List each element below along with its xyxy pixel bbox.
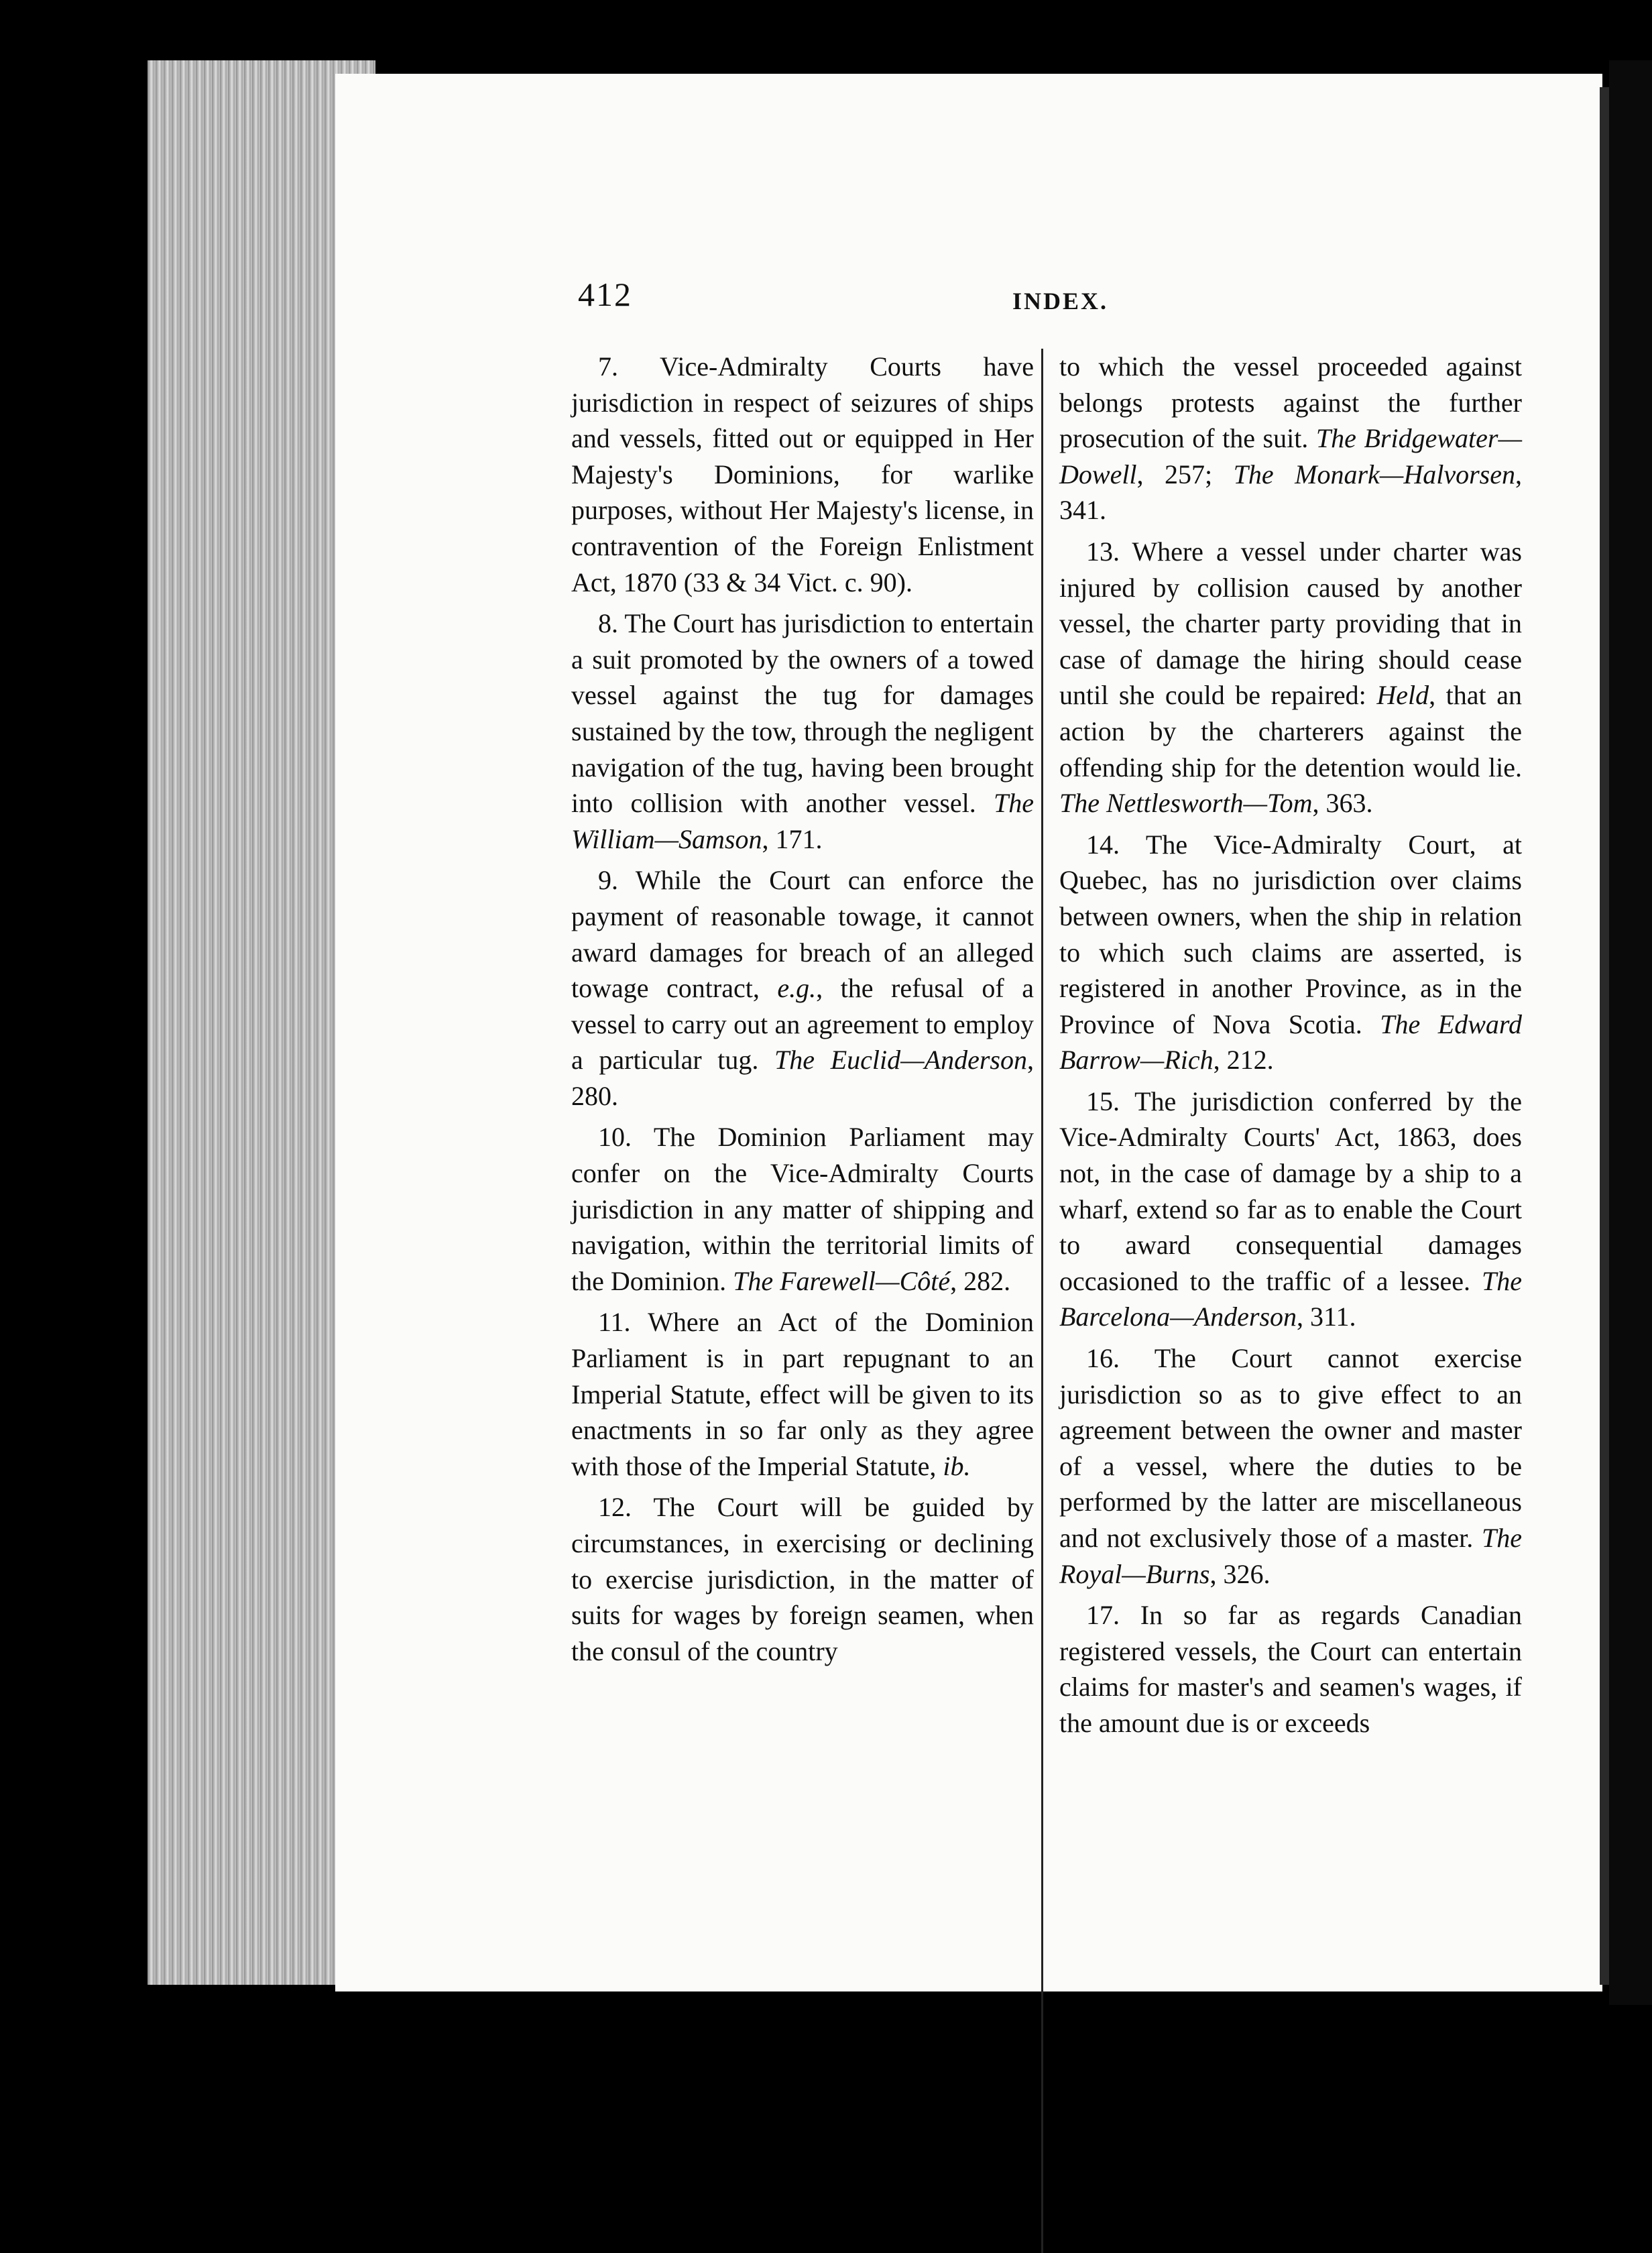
entry-text: 16. The Court cannot exercise jurisdiction so as to give effect to an agreement between the owner and master of a vessel, where the duties to be performed by the latter are miscellaneous and not exclusively those of a master. <box>1059 1343 1522 1553</box>
case-citation: The Edward Barrow—Rich <box>1059 1008 1522 1076</box>
entry-text: , 311. <box>1297 1302 1356 1332</box>
entry-text: 7. Vice-Admiralty Courts have jurisdiction in respect of seizures of ships and vessels, fitted out or equipped in Her Majesty's Dominions, for warlike purposes, without Her Majesty's license, in contravention of the Foreign Enlistment Act, 1870 (33 & 34 Vict. c. 90). <box>571 351 1034 597</box>
case-citation: The Royal—Burns <box>1059 1523 1522 1589</box>
scan-border <box>1609 60 1652 2005</box>
index-entry <box>571 862 1034 1114</box>
page-binding-edge <box>1600 87 1609 1985</box>
index-entry <box>1059 1340 1522 1592</box>
case-citation: Held <box>1376 680 1429 711</box>
entry-text: , 326. <box>1210 1558 1271 1589</box>
index-entry <box>571 1304 1034 1484</box>
entry-text: 17. In so far as regards Canadian registered vessels, the Court can entertain claims for master's and seamen's wages, if the amount due is or exceeds <box>1059 1600 1522 1738</box>
entry-text: , 363. <box>1312 788 1373 819</box>
left-column <box>571 349 1034 1674</box>
case-citation: ib. <box>943 1450 971 1481</box>
entry-text: , 171. <box>762 823 823 854</box>
entry-text: 15. The jurisdiction conferred by the Vice-Admiralty Courts' Act, 1863, does not, in the case of damage by a ship to a wharf, extend so far as to enable the Court to award consequential damages occasioned to the traffic of a lessee. <box>1059 1086 1522 1296</box>
page-number: 412 <box>578 276 632 313</box>
running-title: INDEX. <box>1012 288 1109 314</box>
entry-text: , 341. <box>1059 459 1522 526</box>
entry-text: to which the vessel proceeded against belongs protests against the further prosecution of the suit. <box>1059 351 1522 454</box>
entry-text: , 280. <box>571 1045 1034 1111</box>
case-citation: The Monark—Halvorsen <box>1233 459 1515 489</box>
case-citation: The William—Samson <box>571 788 1034 854</box>
entry-text: , 212. <box>1213 1045 1274 1076</box>
entry-text: 10. The Dominion Parliament may confer on the Vice-Admiralty Courts jurisdiction in any matter of shipping and navigation, within the territorial limits of the Dominion. <box>571 1122 1034 1296</box>
case-citation: The Bridgewater—Dowell <box>1059 423 1523 489</box>
entry-text: 12. The Court will be guided by circumstances, in exercising or declining to exercise jurisdiction, in the matter of suits for wages by foreign seamen, when the consul of the country <box>571 1492 1034 1666</box>
entry-text: , 282. <box>950 1265 1011 1296</box>
entry-text: 11. Where an Act of the Dominion Parliament is in part repugnant to an Imperial Statute, effect will be given to its enactments in so far only as they agree with those of the Imperial Statute, <box>571 1307 1034 1481</box>
index-entry <box>1059 349 1522 528</box>
entry-text: 14. The Vice-Admiralty Court, at Quebec, has no jurisdiction over claims between owners, when the ship in relation to which such claims are asserted, is registered in another Province, as in the Province of Nova Scotia. <box>1059 829 1522 1039</box>
index-entry <box>571 605 1034 857</box>
index-entry <box>1059 1084 1522 1335</box>
case-citation: The Nettlesworth—Tom <box>1059 788 1313 819</box>
index-entry <box>1059 534 1522 821</box>
column-divider <box>1041 349 1043 2253</box>
index-entry <box>1059 1597 1522 1741</box>
entry-text: , that an action by the charterers against the offending ship for the detention would lie. <box>1059 680 1522 783</box>
right-column <box>1059 349 1522 1747</box>
case-citation: The Farewell—Côté <box>733 1265 951 1296</box>
index-entry <box>571 1489 1034 1669</box>
entry-text: , the refusal of a vessel to carry out an agreement to employ a particular tug. <box>571 973 1034 1076</box>
entry-text: , 257; <box>1136 459 1234 489</box>
index-entry <box>571 349 1034 600</box>
entry-text: 9. While the Court can enforce the payment of reasonable towage, it cannot award damages for breach of an alleged towage contract, <box>571 865 1034 1004</box>
case-citation: e.g. <box>777 973 817 1004</box>
index-entry <box>1059 827 1522 1078</box>
case-citation: The Euclid—Anderson <box>774 1045 1027 1076</box>
case-citation: The Barcelona—Anderson <box>1059 1265 1522 1332</box>
index-entry <box>571 1119 1034 1299</box>
entry-text: 13. Where a vessel under charter was injured by collision caused by another vessel, the charter party providing that in case of damage the hiring should cease until she could be repaired: <box>1059 536 1522 711</box>
entry-text: 8. The Court has jurisdiction to entertain a suit promoted by the owners of a towed vessel against the tug for damages sustained by the tow, through the negligent navigation of the tug, having been brought into collision with another vessel. <box>571 608 1034 819</box>
